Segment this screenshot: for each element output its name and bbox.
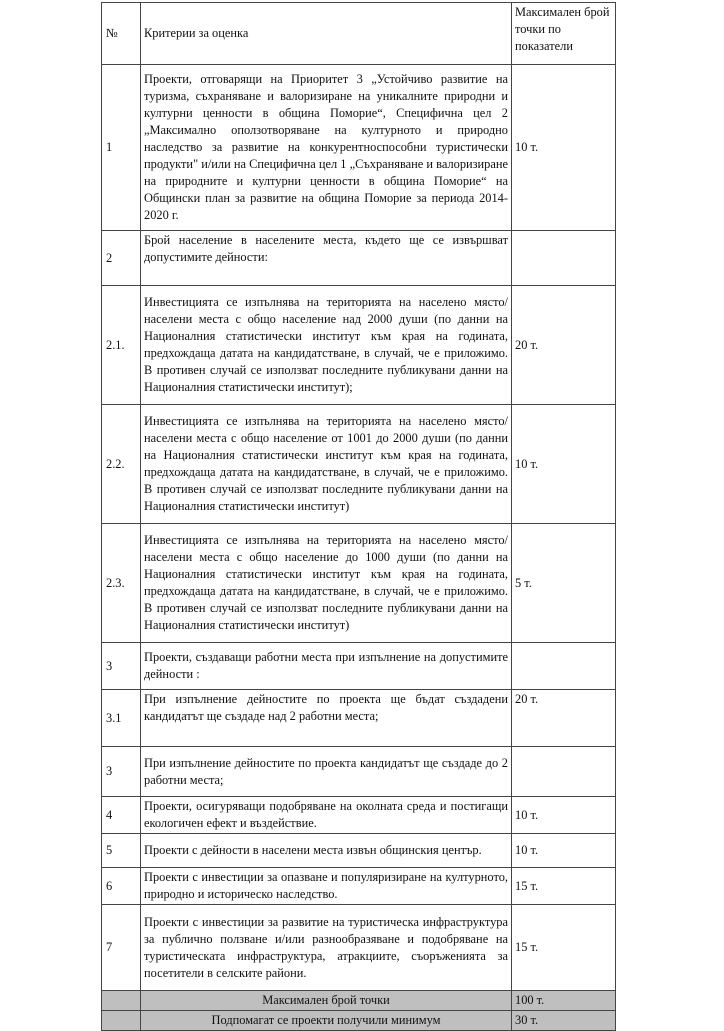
row-criteria: Проекти с инвестиции за развитие на туристическа инфраструктура за публично ползване и/или разнообразяване и подобряване на туристическата инфраструктура, атракциите, съоръженията за посетители в селските райони. bbox=[141, 905, 512, 991]
row-criteria: Проекти, осигуряващи подобряване на околната среда и постигащи екологичен ефект и въздействие. bbox=[141, 797, 512, 834]
row-number: 2.1. bbox=[102, 286, 141, 405]
total-row bbox=[102, 991, 616, 1011]
row-points: 10 т. bbox=[512, 797, 616, 834]
table-row bbox=[102, 231, 616, 286]
row-points: 10 т. bbox=[512, 405, 616, 524]
header-number: № bbox=[102, 3, 141, 65]
table-row bbox=[102, 65, 616, 231]
row-number: 7 bbox=[102, 905, 141, 991]
criteria-table bbox=[101, 2, 616, 1031]
row-criteria: Проекти с инвестиции за опазване и популяризиране на културното, природно и историческо наследство. bbox=[141, 868, 512, 905]
row-points: 10 т. bbox=[512, 65, 616, 231]
row-criteria: Проекти, създаващи работни места при изпълнение на допустимите дейности : bbox=[141, 643, 512, 690]
row-number: 3 bbox=[102, 643, 141, 690]
table-row bbox=[102, 905, 616, 991]
table-row bbox=[102, 747, 616, 797]
row-points bbox=[512, 747, 616, 797]
row-points: 15 т. bbox=[512, 868, 616, 905]
minimum-number-cell bbox=[102, 1011, 141, 1031]
total-points: 100 т. bbox=[512, 991, 616, 1011]
row-criteria: Инвестицията се изпълнява на територията на населено място/населени места с общо население над 2000 души (по данни на Националния статистически институт към края на годината, предхождаща датата на кандидатстване, в случай, че е приложимо. В противен случай се използват последните публикувани данни на Националния статистически институт); bbox=[141, 286, 512, 405]
minimum-label: Подпомагат се проекти получили минимум bbox=[141, 1011, 512, 1031]
header-criteria: Критерии за оценка bbox=[141, 3, 512, 65]
row-criteria: Проекти с дейности в населени места извън общинския център. bbox=[141, 834, 512, 868]
minimum-points: 30 т. bbox=[512, 1011, 616, 1031]
row-points bbox=[512, 231, 616, 286]
row-criteria: Проекти, отговарящи на Приоритет 3 „Устойчиво развитие на туризма, съхраняване и валоризиране на уникалните природни и културни ценности в община Поморие“, Специфична цел 2 „Максимално оползотворяване на културното и природно наследство за развитие на конкурентноспособни туристически продукти" и/или на Специфична цел 1 „Съхраняване и валоризиране на природните и културни ценности в община Поморие“ на Общински план за развитие на община Поморие за периода 2014-2020 г. bbox=[141, 65, 512, 231]
row-criteria: Брой население в населените места, където ще се извършват допустимите дейности: bbox=[141, 231, 512, 286]
row-points: 20 т. bbox=[512, 286, 616, 405]
row-points: 10 т. bbox=[512, 834, 616, 868]
header-points: Максимален брой точки по показатели bbox=[512, 3, 616, 65]
row-points: 15 т. bbox=[512, 905, 616, 991]
table-row bbox=[102, 797, 616, 834]
row-number: 3.1 bbox=[102, 690, 141, 747]
row-number: 2.3. bbox=[102, 524, 141, 643]
total-number-cell bbox=[102, 991, 141, 1011]
row-number: 1 bbox=[102, 65, 141, 231]
table-row bbox=[102, 524, 616, 643]
row-number: 2.2. bbox=[102, 405, 141, 524]
row-number: 4 bbox=[102, 797, 141, 834]
row-number: 2 bbox=[102, 231, 141, 286]
table-row bbox=[102, 868, 616, 905]
row-criteria: При изпълнение дейностите по проекта ще бъдат създадени кандидатът ще създаде над 2 работни места; bbox=[141, 690, 512, 747]
total-label: Максимален брой точки bbox=[141, 991, 512, 1011]
row-criteria: Инвестицията се изпълнява на територията на населено място/населени места с общо население от 1001 до 2000 души (по данни на Националния статистически институт към края на годината, предхождаща датата на кандидатстване, в случай, че е приложимо. В противен случай се използват последните публикувани данни на Националния статистически институт) bbox=[141, 405, 512, 524]
table-row bbox=[102, 834, 616, 868]
table-header-row bbox=[102, 3, 616, 65]
row-criteria: Инвестицията се изпълнява на територията на населено място/населени места с общо население до 1000 души (по данни на Националния статистически институт към края на годината, предхождаща датата на кандидатстване, в случай, че е приложимо. В противен случай се използват последните публикувани данни на Националния статистически институт) bbox=[141, 524, 512, 643]
table-row bbox=[102, 405, 616, 524]
row-number: 3 bbox=[102, 747, 141, 797]
table-row bbox=[102, 286, 616, 405]
row-points: 5 т. bbox=[512, 524, 616, 643]
row-number: 5 bbox=[102, 834, 141, 868]
table-row bbox=[102, 690, 616, 747]
row-points bbox=[512, 643, 616, 690]
minimum-row bbox=[102, 1011, 616, 1031]
row-criteria: При изпълнение дейностите по проекта кандидатът ще създаде до 2 работни места; bbox=[141, 747, 512, 797]
table-row bbox=[102, 643, 616, 690]
row-number: 6 bbox=[102, 868, 141, 905]
row-points: 20 т. bbox=[512, 690, 616, 747]
